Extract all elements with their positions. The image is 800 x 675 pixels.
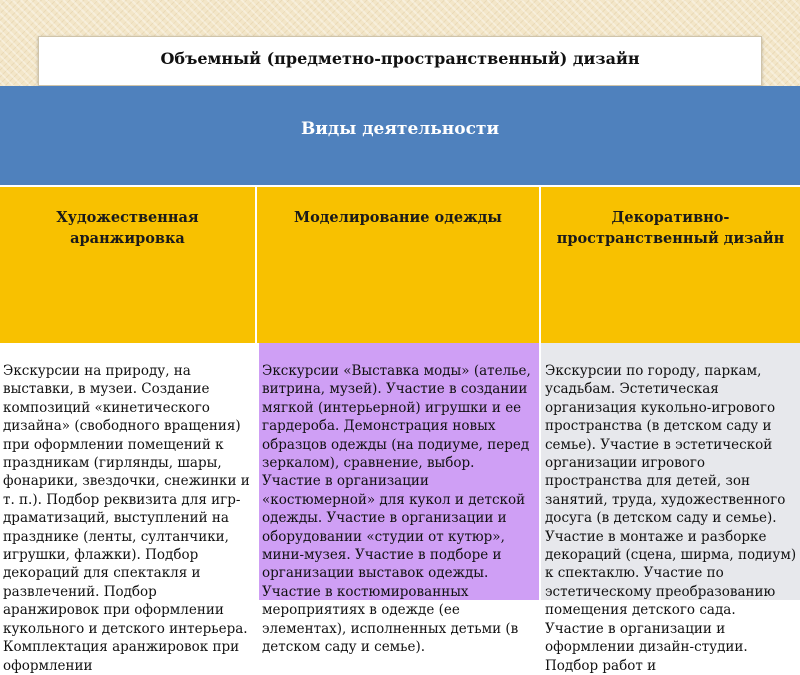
table-header-title: Виды деятельности bbox=[300, 119, 500, 139]
title-box bbox=[38, 36, 762, 86]
cell-arrangement-activities: Экскурсии на природу, на выставки, в музеи. Создание композиций «кинетического дизайна» (свободного вращения) при оформлении помещений к праздникам (гирлянды, шары, фонарики, звездочки, снежинки и т. п.). Подбор реквизита для игр-драматизаций, выступлений на празднике (ленты, султанчики, игрушки, флажки). Подбор декораций для спектакля и развлечений. Подбор аранжировок при оформлении кукольного и детского интерьера. Комплектация аранжировок при оформлении bbox=[0, 343, 257, 600]
cell-clothing-design-activities: Экскурсии «Выставка моды» (ателье, витрина, музей). Участие в создании мягкой (интерьерной) игрушки и ее гардероба. Демонстрация новых образцов одежды (на подиуме, перед зеркалом), сравнение, выбор. Участие в организации «костюмерной» для кукол и детской одежды. Участие в организации и оборудовании «студии от кутюр», мини-музея. Участие в подборе и организации выставок одежды. Участие в костюмированных мероприятиях в одежде (ее элементах), исполненных детьми (в детском саду и семье). bbox=[257, 343, 541, 600]
table-header-row bbox=[0, 86, 800, 187]
activities-table bbox=[0, 86, 800, 674]
column-heading-clothing-design: Моделирование одежды bbox=[257, 187, 541, 343]
column-heading-arrangement: Художественная аранжировка bbox=[0, 187, 257, 343]
cell-decorative-spatial-activities: Экскурсии по городу, паркам, усадьбам. Эстетическая организация кукольно-игрового пространства (в детском саду и семье). Участие в эстетической организации игрового пространства для детей, зон занятий, труда, художественного досуга (в детском саду и семье). Участие в монтаже и разборке декораций (сцена, ширма, подиум) к спектаклю. Участие по эстетическому преобразованию помещения детского сада. Участие в организации и оформлении дизайн-студии. Подбор работ и bbox=[541, 343, 800, 600]
slide-title: Объемный (предметно-пространственный) дизайн bbox=[160, 49, 640, 68]
column-heading-decorative-spatial-design: Декоративно-пространственный дизайн bbox=[541, 187, 800, 343]
